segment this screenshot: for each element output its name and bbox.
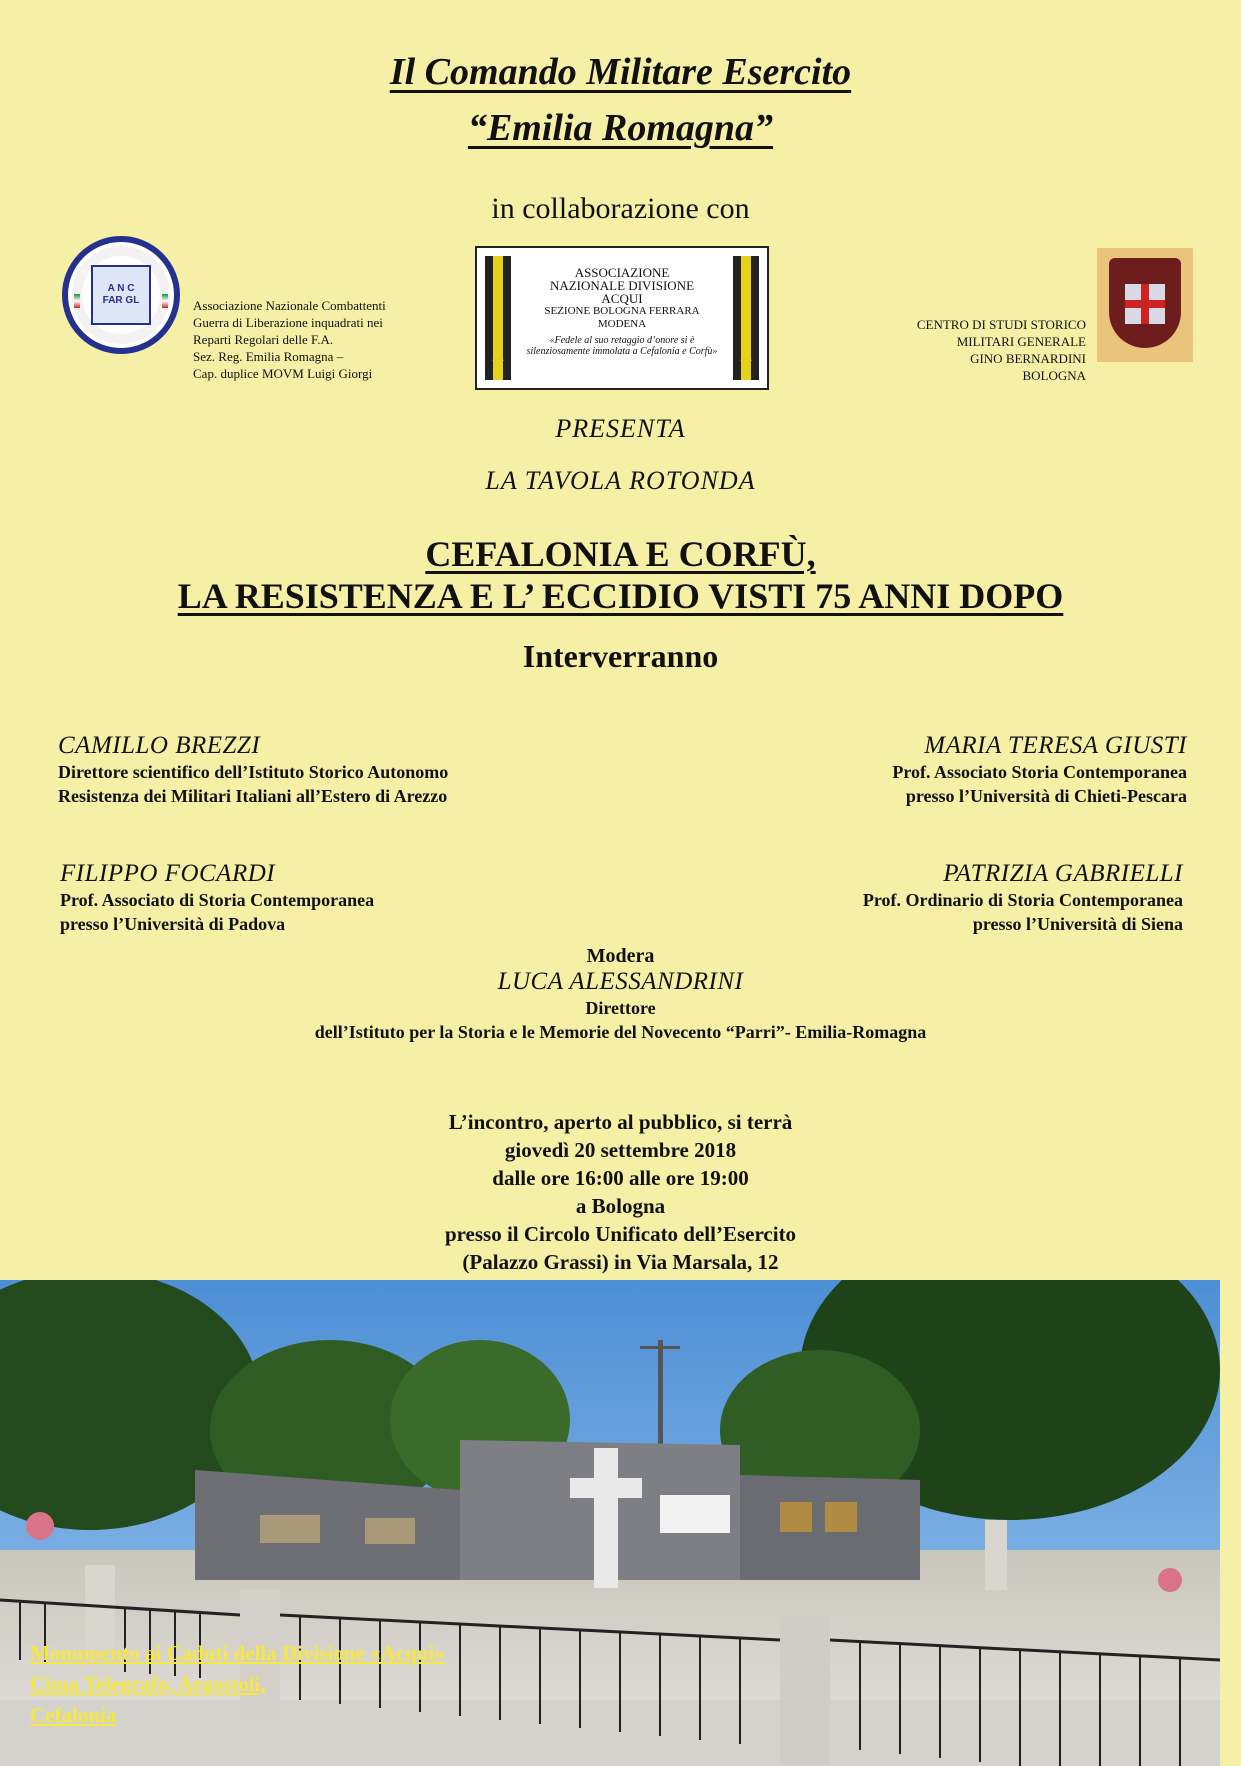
event-title-line2: LA RESISTENZA E L’ ECCIDIO VISTI 75 ANNI DOPO — [177, 576, 1064, 616]
speaker-gabrielli — [863, 860, 1183, 936]
italian-flag-icon — [162, 294, 168, 308]
speaker-role: Prof. Associato di Storia Contemporanea — [60, 890, 375, 910]
speaker-role: Resistenza dei Militari Italiani all’Estero di Arezzo — [58, 786, 448, 806]
anchor-emblem-icon: A N C FAR GL — [91, 265, 151, 325]
stripe-right — [733, 256, 759, 380]
centro-line: GINO BERNARDINI — [970, 351, 1086, 366]
speaker-role: Direttore scientifico dell’Istituto Storico Autonomo — [58, 762, 449, 782]
tavola-text: LA TAVOLA ROTONDA — [485, 466, 756, 495]
speaker-role: Prof. Ordinario di Storia Contemporanea — [862, 890, 1183, 910]
speaker-role: Prof. Associato Storia Contemporanea — [892, 762, 1187, 782]
speaker-name: FILIPPO FOCARDI — [60, 860, 276, 887]
moderator-block — [0, 944, 1241, 1044]
acqui-logo — [475, 246, 769, 390]
anc-line: Guerra di Liberazione inquadrati nei — [193, 315, 383, 330]
info-city: a Bologna — [575, 1194, 666, 1218]
header-title-line1: Il Comando Militare Esercito — [389, 51, 852, 93]
centro-line: CENTRO DI STUDI STORICO — [916, 317, 1086, 332]
moderator-role: Direttore — [585, 998, 656, 1018]
caption-line: Cima Telegrafo, Argostoli, — [30, 1672, 266, 1696]
speaker-role: presso l’Università di Chieti-Pescara — [905, 786, 1187, 806]
star-icon: ★ — [738, 354, 754, 371]
info-time: dalle ore 16:00 alle ore 19:00 — [492, 1166, 749, 1190]
anc-line: Sez. Reg. Emilia Romagna – — [193, 349, 344, 364]
centro-line: BOLOGNA — [1022, 368, 1086, 383]
info-line: L’incontro, aperto al pubblico, si terrà — [448, 1110, 793, 1134]
collaboration-text: in collaborazione con — [491, 192, 750, 225]
header-title-line2: “Emilia Romagna” — [467, 107, 774, 149]
event-title-line1: CEFALONIA E CORFÙ, — [425, 534, 816, 574]
speaker-name: PATRIZIA GABRIELLI — [943, 860, 1183, 887]
moderator-institute: dell’Istituto per la Storia e le Memorie del Novecento “Parri”- Emilia-Romagna — [314, 1022, 927, 1042]
info-venue: presso il Circolo Unificato dell’Esercito — [444, 1222, 797, 1246]
centro-description — [870, 316, 1086, 384]
centro-line: MILITARI GENERALE — [956, 334, 1086, 349]
event-info — [0, 1108, 1241, 1276]
speaker-role: presso l’Università di Padova — [60, 914, 286, 934]
caption-line: Monumento ai Caduti della Divisione «Acqui» — [30, 1641, 445, 1665]
acqui-motto: «Fedele al suo retaggio d’onore si è silenziosamente immolata a Cefalonia e Corfù» — [526, 335, 718, 357]
speaker-name: CAMILLO BREZZI — [58, 732, 261, 759]
anc-logo — [62, 236, 180, 354]
acqui-line: NAZIONALE DIVISIONE — [549, 278, 695, 293]
speaker-role: presso l’Università di Siena — [972, 914, 1183, 934]
acqui-text — [521, 266, 723, 357]
moderator-name: LUCA ALESSANDRINI — [497, 968, 744, 995]
anc-line: Associazione Nazionale Combattenti — [193, 298, 386, 313]
italian-flag-icon — [74, 294, 80, 308]
speaker-brezzi — [58, 732, 448, 808]
shield-emblem-icon — [1097, 248, 1193, 362]
acqui-line: ASSOCIAZIONE — [574, 265, 670, 280]
info-date: giovedì 20 settembre 2018 — [504, 1138, 737, 1162]
acqui-line: SEZIONE BOLOGNA FERRARA — [544, 305, 700, 317]
acqui-line: MODENA — [597, 318, 647, 330]
anc-description — [193, 297, 453, 382]
moderator-label: Modera — [586, 945, 655, 967]
speaker-name: MARIA TERESA GIUSTI — [924, 732, 1187, 759]
caption-line: Cefalonia — [30, 1703, 117, 1727]
info-address: (Palazzo Grassi) in Via Marsala, 12 — [462, 1250, 779, 1274]
acqui-line: ACQUI — [601, 291, 643, 306]
star-icon: ★ — [490, 354, 506, 371]
speaker-focardi — [60, 860, 374, 936]
speaker-giusti — [892, 732, 1187, 808]
photo-caption — [30, 1638, 445, 1731]
presenta-text: PRESENTA — [555, 414, 686, 443]
anc-line: Cap. duplice MOVM Luigi Giorgi — [193, 366, 373, 381]
stripe-left — [485, 256, 511, 380]
anc-line: Reparti Regolari delle F.A. — [193, 332, 334, 347]
interverranno-heading: Interverranno — [522, 638, 719, 674]
